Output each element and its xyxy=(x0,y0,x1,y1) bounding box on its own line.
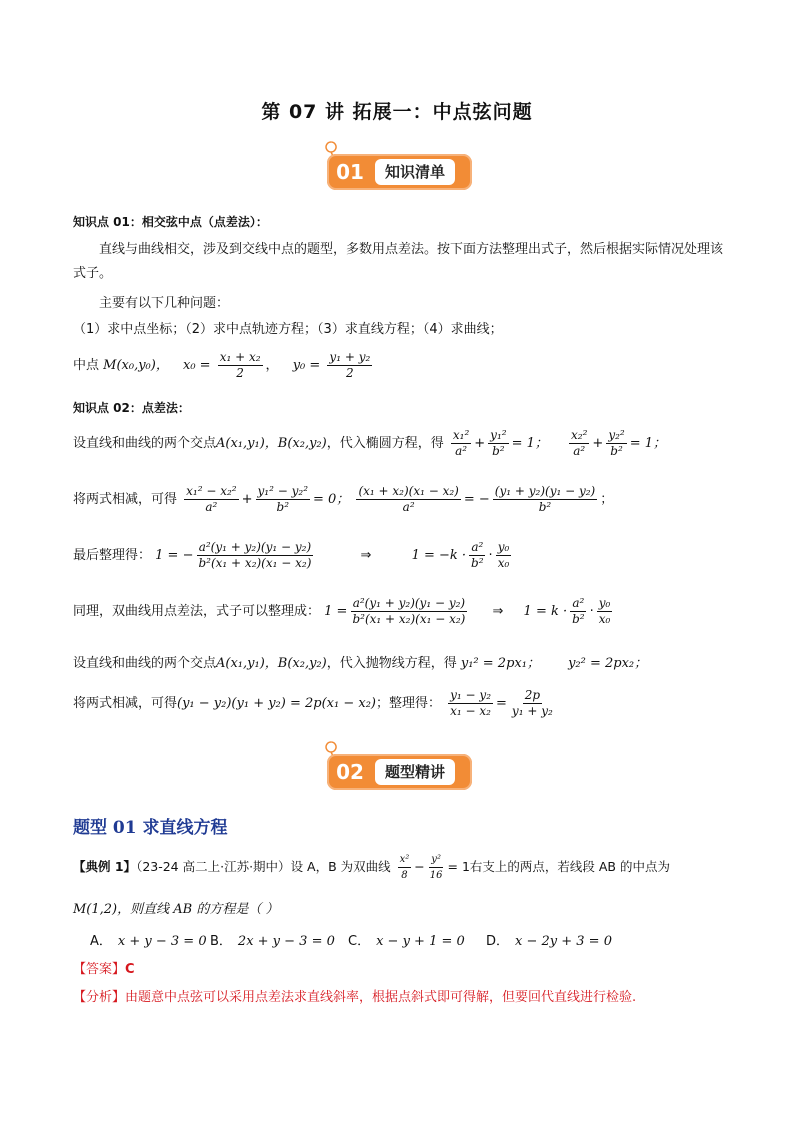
question-type-title: 题型 01 求直线方程 xyxy=(73,818,228,838)
kp1-para2: 主要有以下几种问题： xyxy=(99,296,230,311)
page-title: 第 07 讲 拓展一：中点弦问题 xyxy=(261,101,533,123)
kp2-line4: 同理，双曲线用点差法，式子可以整理成： 1 = $\frac{\text{a²(y₁ + y₂)(y₁ − y₂)}}{\text{b²(x₁ + x₂)(x₁ − x₂)}}$ ⇒ 1 = k · $\frac{\text{a²}}{\text{b²}}$ · $\frac{\text{y₀}}{\text{x₀}}$ xyxy=(73,596,611,626)
kp2-line2: 将两式相减，可得 $\frac{\text{x₁² − x₂²}}{\text{a²}}$ + $\frac{\text{y₁² − y₂²}}{\text{b²}}$ = 0； $\frac{\text{(x₁ + x₂)(x₁ − x₂)}}{\text{a²}}$ = − $\frac{\text{(y₁ + y₂)(y₁ − y₂)}}{\text{b²}}$ ； xyxy=(73,484,614,514)
kp2-line5: 设直线和曲线的两个交点A(x₁,y₁)，B(x₂,y₂)，代入抛物线方程，得 y₁² = 2px₁； y₂² = 2px₂； xyxy=(73,656,648,671)
kp1-heading: 知识点 01：相交弦中点（点差法）： xyxy=(73,215,268,229)
kp2-line3: 最后整理得： 1 = − $\frac{\text{a²(y₁ + y₂)(y₁ − y₂)}}{\text{b²(x₁ + x₂)(x₁ − x₂)}}$ ⇒ 1 = −k · $\frac{\text{a²}}{\text{b²}}$ · $\frac{\text{y₀}}{\text{x₀}}$ xyxy=(73,540,510,570)
section-badge-01 xyxy=(327,152,472,188)
analysis-line: 【分析】由题意中点弦可以采用点差法求直线斜率，根据点斜式即可得解，但要回代直线进行检验. xyxy=(73,990,637,1005)
kp1-para3: （1）求中点坐标；（2）求中点轨迹方程；（3）求直线方程；（4）求曲线； xyxy=(73,322,503,337)
example-1-line2: M(1,2)，则直线 AB 的方程是（ ） xyxy=(73,902,279,917)
kp2-line6: 将两式相减，可得(y₁ − y₂)(y₁ + y₂) = 2p(x₁ − x₂)；整理得： $\frac{\text{y₁ − y₂}}{\text{x₁ − x₂}}$ = $\frac{2p}{\text{y₁ + y₂}}$ xyxy=(73,688,553,718)
option-b: B． 2x + y − 3 = 0 xyxy=(210,934,335,949)
kp1-para1: 直线与曲线相交，涉及到交线中点的题型，多数用点差法。按下面方法整理出式子，然后根据实际情况处理该式子。 xyxy=(73,242,724,281)
kp2-heading: 知识点 02：点差法： xyxy=(73,401,190,415)
option-a: A． x + y − 3 = 0 xyxy=(90,934,207,949)
option-c: C． x − y + 1 = 0 xyxy=(348,934,465,949)
midpoint-formula: 中点 M(x₀,y₀)， x₀ = $\frac{\text{x₁ + x₂}}{2}$ ， y₀ = $\frac{\text{y₁ + y₂}}{2}$ xyxy=(73,350,371,380)
example-1: 【典例 1】（23-24 高二上·江苏·期中）设 A，B 为双曲线 $\frac{\text{x²}}{8}$ − $\frac{\text{y²}}{16}$ = 1右支上的两点，若线段 AB 的中点为 xyxy=(73,854,670,881)
answer-line: 【答案】C xyxy=(73,962,135,977)
option-d: D． x − 2y + 3 = 0 xyxy=(486,934,612,949)
badge-number: 01 xyxy=(336,160,364,184)
kp2-line1: 设直线和曲线的两个交点A(x₁,y₁)，B(x₂,y₂)，代入椭圆方程，得 $\frac{\text{x₁²}}{\text{a²}}$ + $\frac{\text{y₁²}}{\text{b²}}$ = 1； $\frac{\text{x₂²}}{\text{a²}}$ + $\frac{\text{y₂²}}{\text{b²}}$ = 1； xyxy=(73,428,667,458)
badge-number: 02 xyxy=(336,760,364,784)
badge-label: 知识清单 xyxy=(375,159,455,185)
section-badge-02 xyxy=(327,752,472,788)
badge-label: 题型精讲 xyxy=(375,759,455,785)
